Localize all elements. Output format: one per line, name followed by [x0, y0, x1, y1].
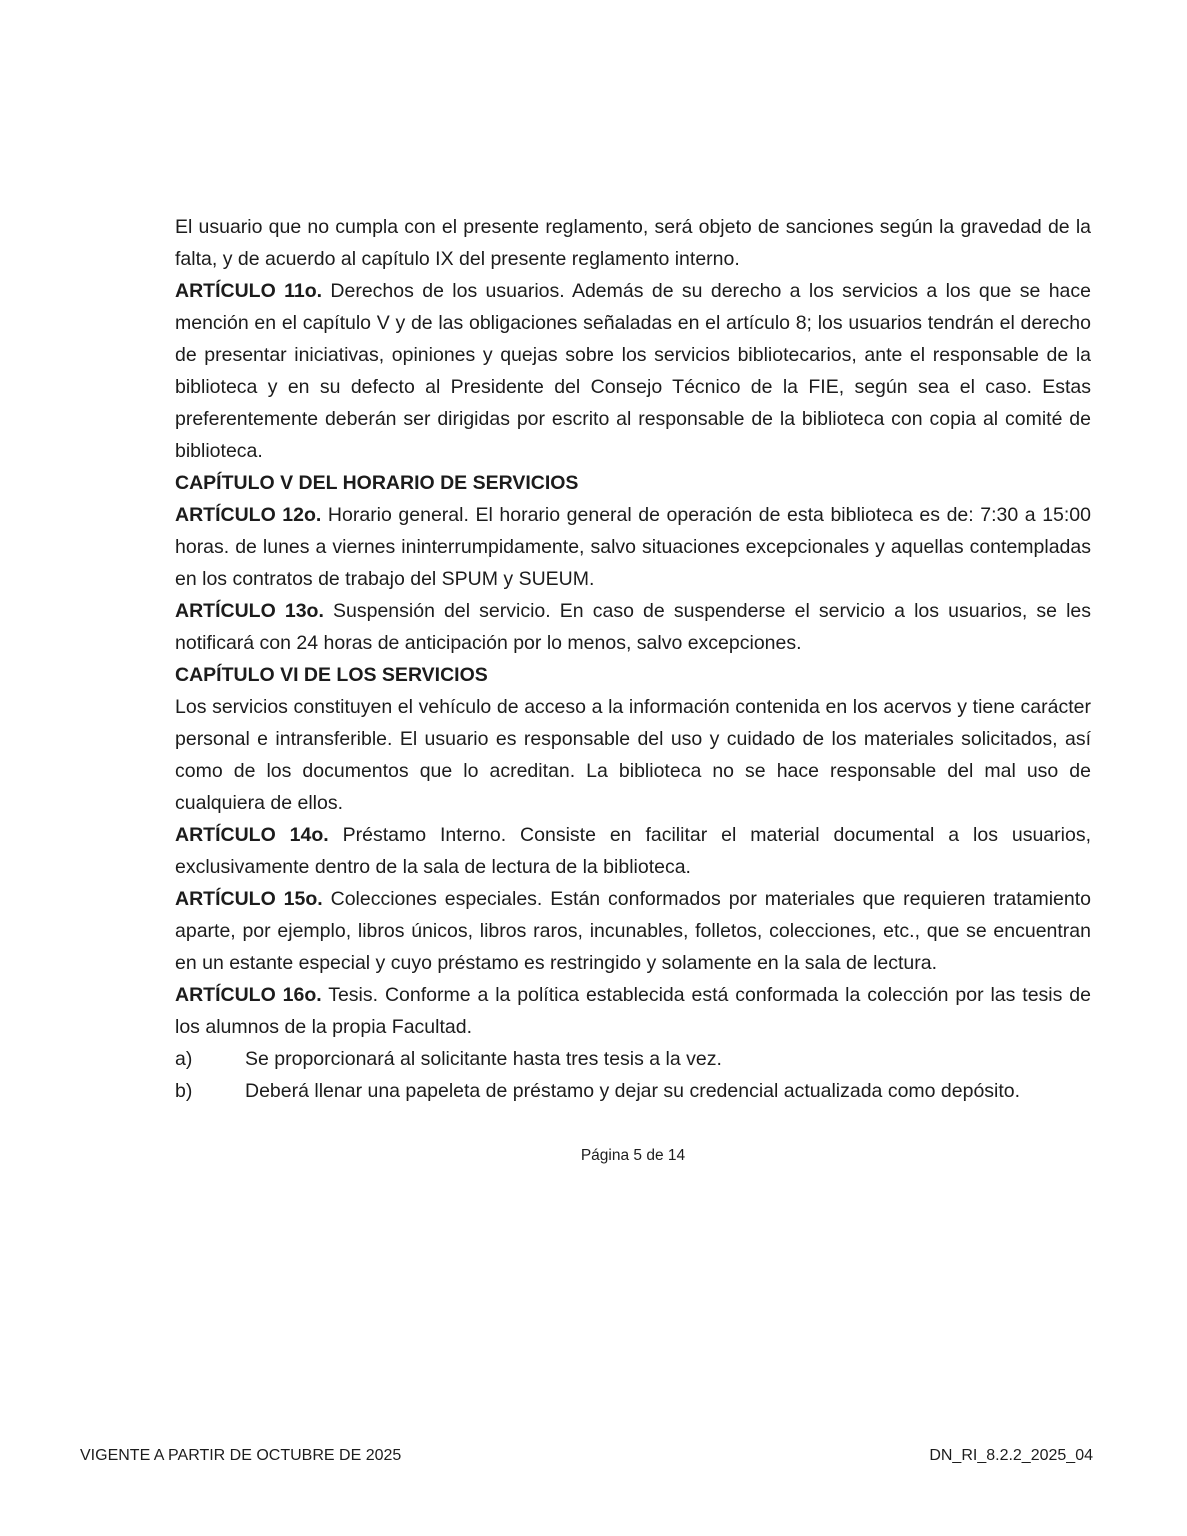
article-12-paragraph [175, 499, 1091, 595]
article-14-text: Préstamo Interno. Consiste en facilitar el material documental a los usuarios, exclusivamente dentro de la sala de lectura de la biblioteca. [175, 824, 1091, 878]
list-item-a-text: Se proporcionará al solicitante hasta tres tesis a la vez. [245, 1048, 722, 1070]
article-15-label: ARTÍCULO 15o. [175, 888, 323, 910]
chapter-6-heading: CAPÍTULO VI DE LOS SERVICIOS [175, 664, 488, 686]
page-number: Página 5 de 14 [580, 1147, 686, 1164]
article-13-text: Suspensión del servicio. En caso de suspenderse el servicio a los usuarios, se les notificará con 24 horas de anticipación por lo menos, salvo excepciones. [175, 600, 1091, 654]
article-13-label: ARTÍCULO 13o. [175, 600, 324, 622]
article-14-paragraph [175, 819, 1091, 883]
article-11-label: ARTÍCULO 11o. [175, 280, 323, 302]
list-item-b [175, 1075, 1091, 1107]
article-11-paragraph [175, 275, 1091, 467]
article-16-paragraph [175, 979, 1091, 1043]
article-12-label: ARTÍCULO 12o. [175, 504, 322, 526]
footer-document-code: DN_RI_8.2.2_2025_04 [929, 1447, 1093, 1464]
article-11-text: Derechos de los usuarios. Además de su derecho a los servicios a los que se hace mención en el capítulo V y de las obligaciones señaladas en el artículo 8; los usuarios tendrán el derecho de presentar iniciativas, opiniones y quejas sobre los servicios bibliotecarios, ante el responsable de la biblioteca y en su defecto al Presidente del Consejo Técnico de la FIE, según sea el caso. Estas preferentemente deberán ser dirigidas por escrito al responsable de la biblioteca con copia al comité de biblioteca. [175, 280, 1091, 462]
list-item-b-marker: b) [175, 1080, 193, 1102]
intro-paragraph: El usuario que no cumpla con el presente reglamento, será objeto de sanciones según la gravedad de la falta, y de acuerdo al capítulo IX del presente reglamento interno. [175, 216, 1091, 270]
footer-validity-text: VIGENTE A PARTIR DE OCTUBRE DE 2025 [80, 1447, 402, 1464]
article-14-label: ARTÍCULO 14o. [175, 824, 329, 846]
article-16-label: ARTÍCULO 16o. [175, 984, 322, 1006]
article-15-paragraph [175, 883, 1091, 979]
list-item-b-text: Deberá llenar una papeleta de préstamo y dejar su credencial actualizada como depósito. [245, 1080, 1021, 1102]
list-item-a-marker: a) [175, 1048, 193, 1070]
article-15-text: Colecciones especiales. Están conformados por materiales que requieren tratamiento aparte, por ejemplo, libros únicos, libros raros, incunables, folletos, colecciones, etc., que se encuentran en un estante especial y cuyo préstamo es restringido y solamente en la sala de lectura. [175, 888, 1091, 974]
document-body [175, 211, 1091, 1167]
list-item-a [175, 1043, 1091, 1075]
page-footer [80, 1446, 1093, 1466]
article-12-text: Horario general. El horario general de operación de esta biblioteca es de: 7:30 a 15:00 horas. de lunes a viernes ininterrumpidamente, salvo situaciones excepcionales y aquellas contempladas en los contratos de trabajo del SPUM y SUEUM. [175, 504, 1091, 590]
services-paragraph: Los servicios constituyen el vehículo de acceso a la información contenida en los acervos y tiene carácter personal e intransferible. El usuario es responsable del uso y cuidado de los materiales solicitados, así como de los documentos que lo acreditan. La biblioteca no se hace responsable del mal uso de cualquiera de ellos. [175, 696, 1091, 814]
article-16-text: Tesis. Conforme a la política establecida está conformada la colección por las tesis de los alumnos de la propia Facultad. [175, 984, 1091, 1038]
chapter-5-heading: CAPÍTULO V DEL HORARIO DE SERVICIOS [175, 472, 579, 494]
article-13-paragraph [175, 595, 1091, 659]
